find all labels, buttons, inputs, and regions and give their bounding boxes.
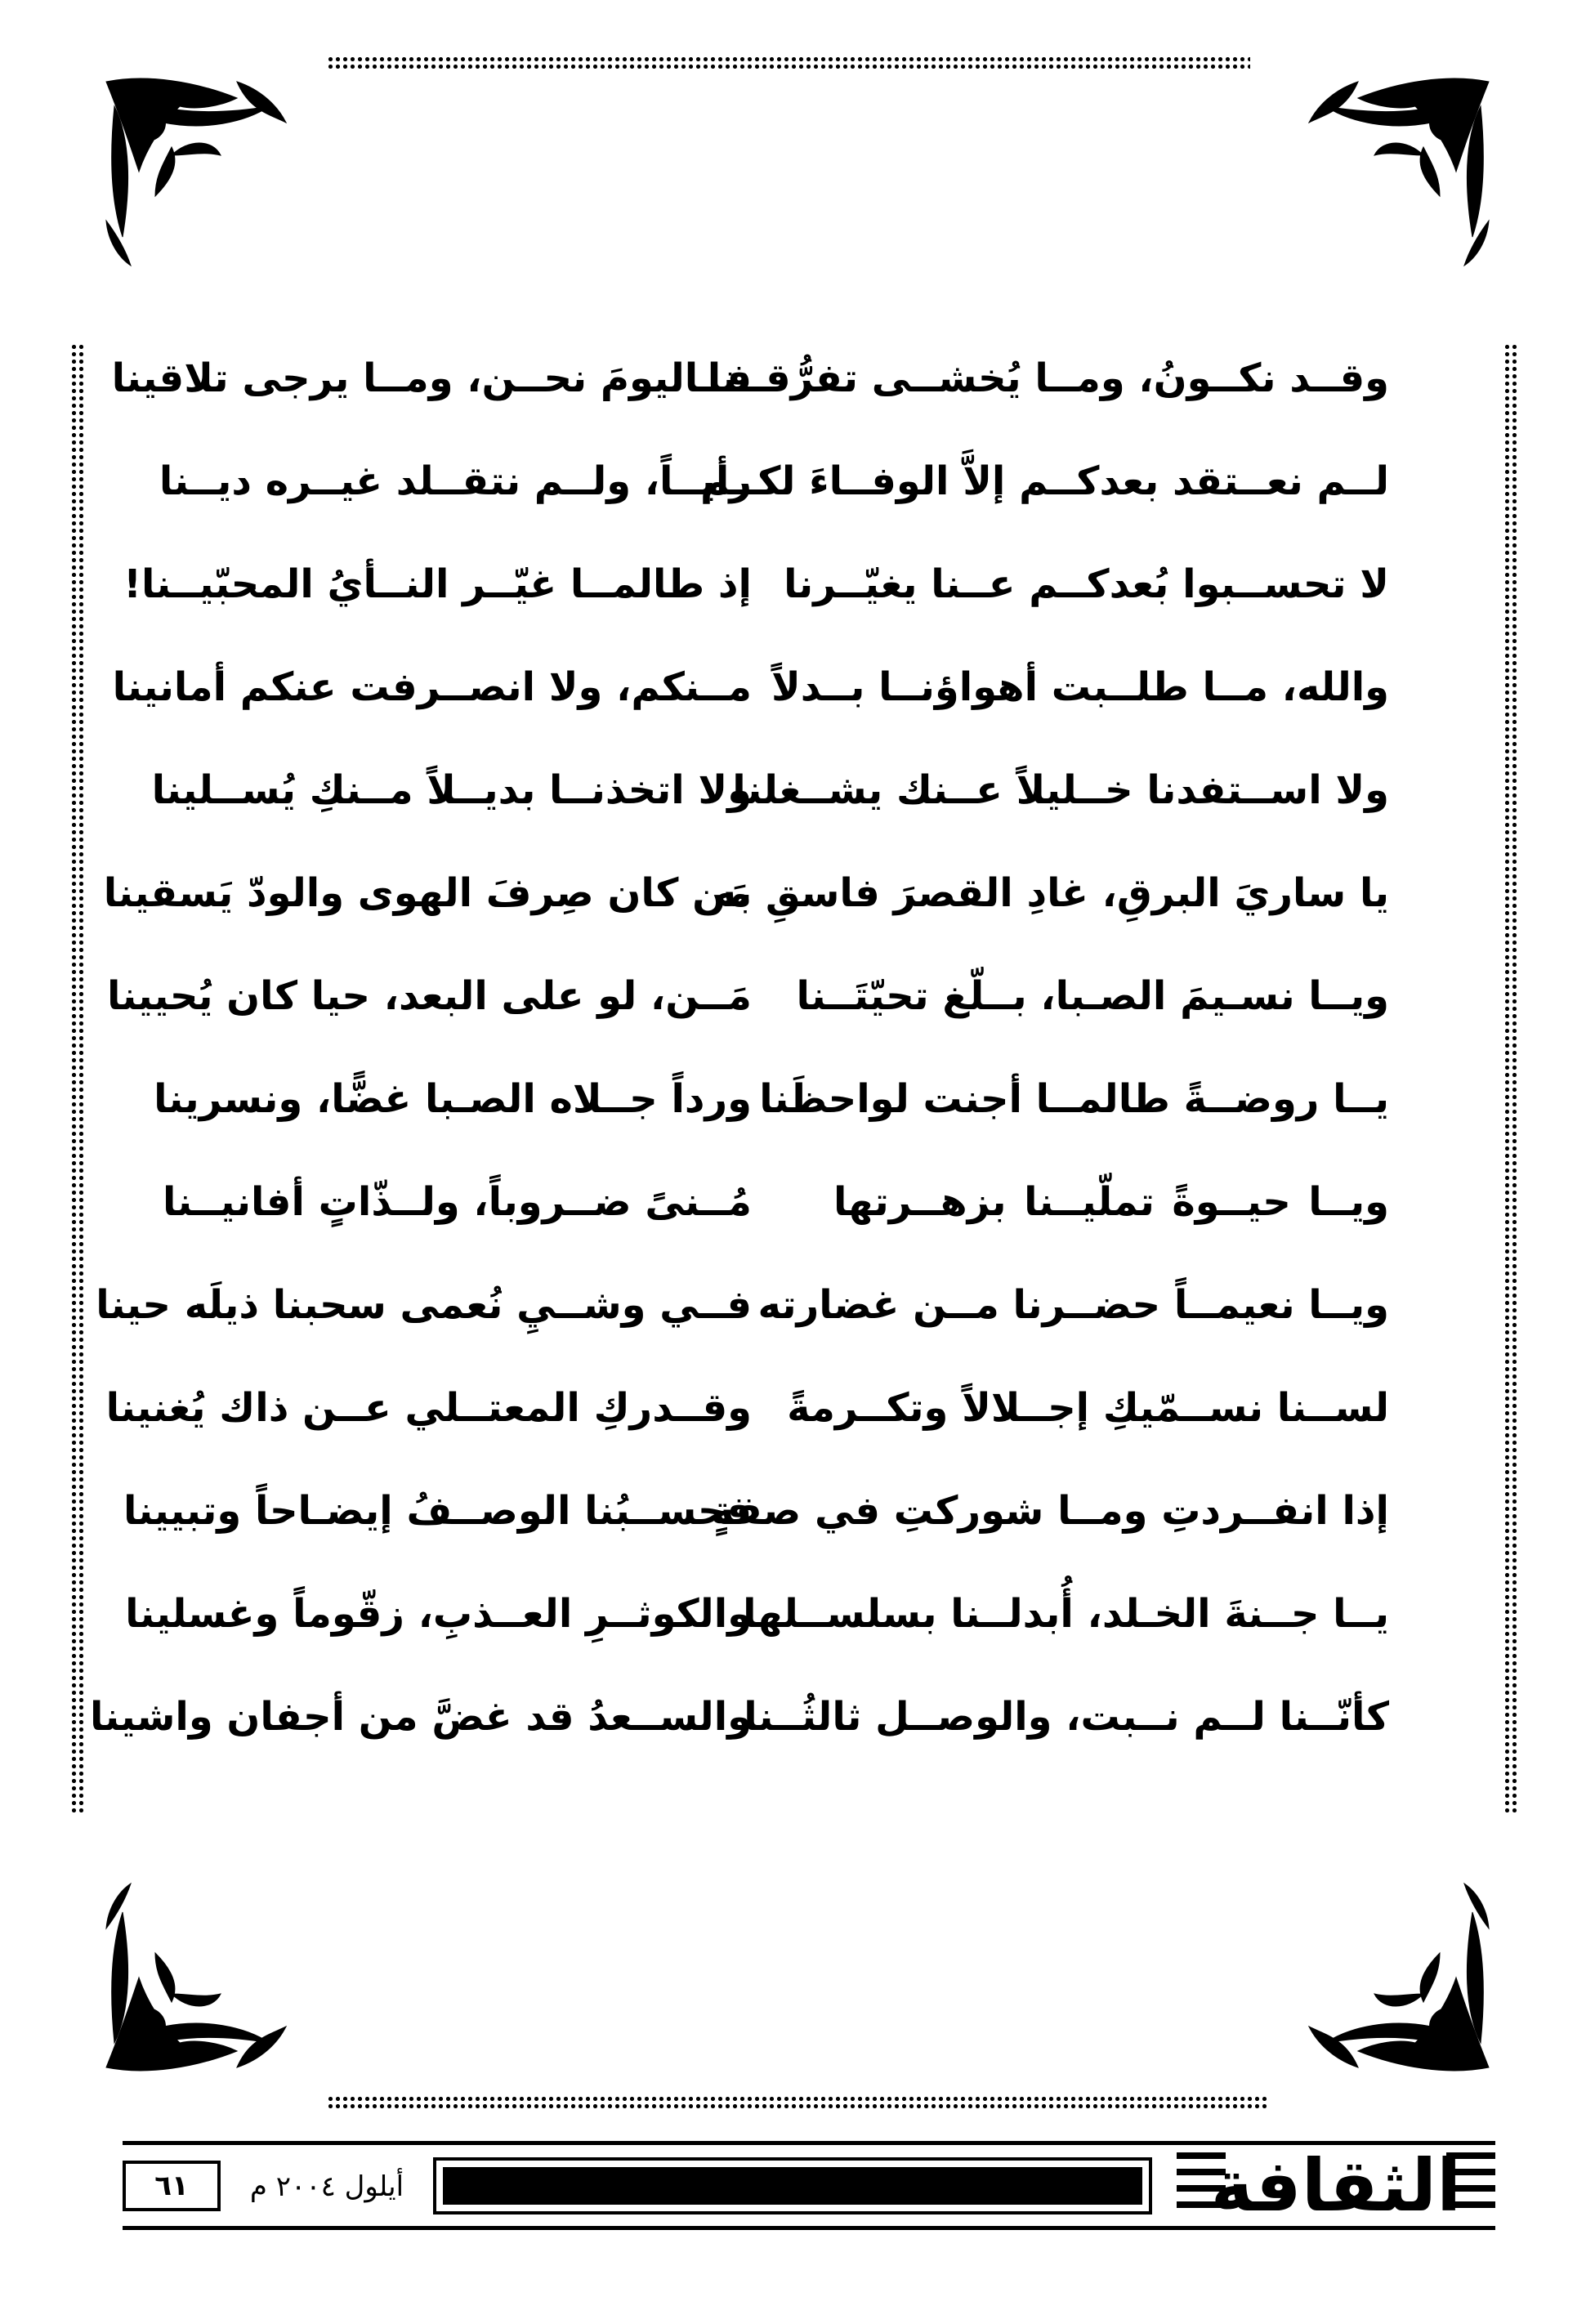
couplet — [105, 1356, 1389, 1459]
couplet — [123, 1459, 1389, 1562]
hemistich-first: يــا جــنةَ الخـلد، أُبدلــنا بسلســلها — [743, 1591, 1389, 1637]
hemistich-second: فــي وشــيِ نُعمى سحبنا ذيلَه حينا — [96, 1282, 752, 1328]
hemistich-first: ويــا نسـيمَ الصـبا، بــلّغ تحيّتَــنا — [796, 973, 1389, 1019]
hemistich-first: ولا اســتفدنا خــليلاً عــنك يشــغلنا — [732, 767, 1389, 813]
hemistich-first: لا تحســبوا بُعدكــم عــنا يغيّــرنا — [784, 561, 1389, 607]
hemistich-second: فــاليومَ نحــن، ومــا يرجى تلاقينا — [111, 355, 752, 401]
page-footer — [123, 2141, 1495, 2231]
couplet — [162, 1151, 1389, 1254]
hemistich-first: يا ساريَ البرقِ، غادِ القصرَ فاسقِ به — [713, 870, 1389, 916]
issue-date: أيلول ٢٠٠٤ م — [249, 2170, 404, 2203]
couplet — [125, 1562, 1389, 1665]
right-dotted-border — [1503, 343, 1518, 1814]
hemistich-first: لــم نعــتقد بعدكــم إلاَّ الوفــاءَ لكــم — [700, 458, 1389, 504]
hemistich-second: مــنكم، ولا انصــرفت عنكم أمانينا — [112, 664, 752, 710]
hemistich-first: لســنا نســمّيكِ إجــلالاً وتكــرمةً — [787, 1385, 1389, 1431]
hemistich-second: رأيــاً، ولــم نتقــلد غيــره ديــنا — [159, 458, 752, 504]
hemistich-second: ورداً جــلاه الصـبا غضًّا، ونسرينا — [154, 1076, 752, 1122]
top-dotted-border — [327, 56, 1250, 70]
hemistich-second: مَــن، لو على البعد، حيا كان يُحيينا — [107, 973, 752, 1019]
hemistich-second: وقــدركِ المعتــلي عــن ذاك يُغنينا — [105, 1385, 752, 1431]
couplet — [154, 1048, 1389, 1151]
hemistich-second: والســعدُ قد غضَّ من أجفان واشينا — [90, 1694, 752, 1740]
couplet — [90, 1665, 1389, 1768]
hemistich-second: فحســبُنا الوصــفُ إيضـاحاً وتبيينا — [123, 1488, 752, 1534]
footer-black-bar — [433, 2157, 1152, 2215]
couplet — [123, 533, 1389, 636]
hemistich-second: مَن كان صِرفَ الهوى والودّ يَسقينا — [103, 870, 752, 916]
hemistich-first: ويــا حيــوةً تملّيــنا بزهــرتها — [833, 1179, 1389, 1225]
hemistich-first: ويــا نعيمــاً حضــرنا مــن غضارته — [757, 1282, 1389, 1328]
hemistich-first: كأنّــنا لــم نــبت، والوصــل ثالثُــنا — [744, 1694, 1389, 1740]
corner-ornament-bottom-right — [1301, 1879, 1497, 2076]
couplet — [159, 430, 1389, 533]
hemistich-first: وقــد نكــونُ، ومــا يُخشــى تفرُّقــنا — [707, 355, 1389, 401]
couplet — [96, 1254, 1389, 1356]
hemistich-second: إذ طالمــا غيّــر النــأيُ المحبّيــنا! — [123, 561, 752, 607]
hemistich-second: والكوثــرِ العــذبِ، زقّوماً وغسلينا — [125, 1591, 752, 1637]
corner-ornament-top-right — [1301, 74, 1497, 270]
couplet — [151, 739, 1389, 842]
hemistich-second: مُــنىً ضــروباً، ولــذّاتٍ أفانيــنا — [162, 1179, 752, 1225]
couplet — [107, 945, 1389, 1048]
left-dotted-border — [70, 343, 85, 1814]
masthead-logo: الثقافة — [1210, 2143, 1462, 2228]
corner-ornament-bottom-left — [98, 1879, 294, 2076]
bottom-dotted-border — [327, 2095, 1267, 2110]
page-number: ٦١ — [123, 2161, 221, 2211]
couplet — [103, 842, 1389, 945]
couplet — [112, 636, 1389, 739]
hemistich-second: ولا اتخذنــا بديــلاً مــنكِ يُســلينا — [151, 767, 752, 813]
hemistich-first: إذا انفــردتِ ومــا شوركتِ في صفةٍ — [711, 1488, 1389, 1534]
footer-black-bar-fill — [443, 2167, 1142, 2205]
corner-ornament-top-left — [98, 74, 294, 270]
hemistich-first: والله، مــا طلــبت أهواؤنــا بــدلاً — [771, 664, 1389, 710]
couplet — [111, 327, 1389, 430]
poem-body — [90, 327, 1389, 1768]
hemistich-first: يــا روضــةً طالمــا أجنت لواحظَنا — [759, 1076, 1389, 1122]
